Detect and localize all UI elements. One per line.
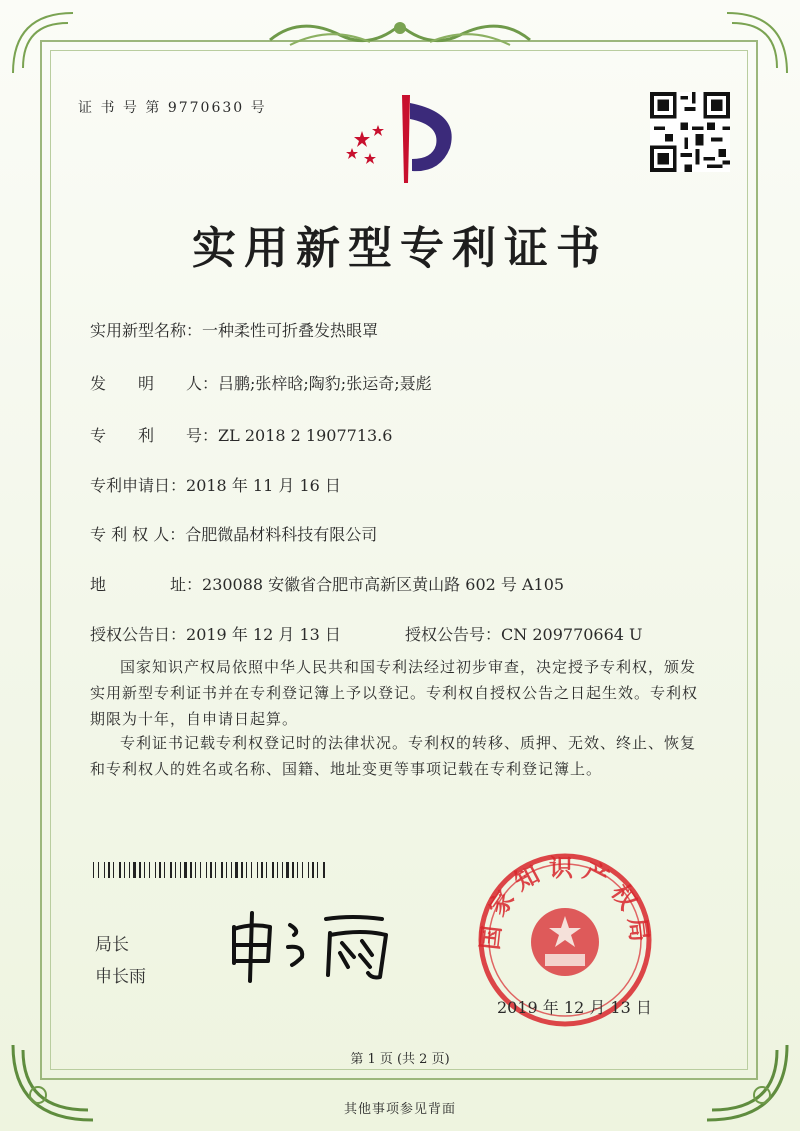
field-auth-date [90,622,341,645]
legal-status-paragraph: 专利证书记载专利权登记时的法律状况。专利权的转移、质押、无效、终止、恢复和专利权人的姓名或名称、国籍、地址变更等事项记载在专利登记簿上。 [90,734,697,778]
corner-ornament-tl [8,8,78,78]
field-auth-number [405,622,643,645]
field-address [90,572,564,595]
inventors-value: 吕鹏;张梓晗;陶豹;张运奇;聂彪 [218,374,432,393]
handwritten-signature [222,905,407,985]
auth-number-label: 授权公告号： [405,625,502,644]
qr-code-icon [650,92,730,172]
seal-date: 2019 年 12 月 13 日 [497,998,652,1017]
back-note: 其他事项参见背面 [343,1102,456,1117]
field-patent-number [90,423,392,446]
seal-text: 国家知识产权局 [475,853,655,952]
director-title: 局长 [95,935,129,955]
certificate-number-value: 9770630 [167,100,245,116]
top-ornament [260,10,540,60]
patentee-value: 合肥微晶材料科技有限公司 [185,525,378,544]
filing-date-value: 2018 年 11 月 16 日 [186,476,341,495]
field-inventors [90,371,432,394]
certificate-number [78,97,267,117]
grant-paragraph: 国家知识产权局依照中华人民共和国专利法经过初步审查，决定授予专利权，颁发实用新型专利证书并在专利登记簿上予以登记。专利权自授权公告之日起生效。专利权期限为十年，自申请日起算。 [90,658,699,728]
certificate-number-suffix: 号 [250,100,267,116]
certificate-number-label: 证 书 号 第 [78,100,162,116]
field-filing-date [90,473,341,496]
address-value: 230088 安徽省合肥市高新区黄山路 602 号 A105 [202,575,565,594]
filing-date-label: 专利申请日： [90,476,187,495]
auth-date-value: 2019 年 12 月 13 日 [186,625,341,644]
barcode-icon [93,862,325,878]
utility-name-label: 实用新型名称： [90,321,203,340]
auth-date-label: 授权公告日： [90,625,187,644]
director-name: 申长雨 [95,967,146,987]
field-patentee [90,522,377,545]
inventors-label: 发 明 人： [90,374,219,393]
cnipa-emblem-icon [340,93,470,193]
field-utility-name [90,318,378,341]
page-number: 第 1 页 (共 2 页) [350,1052,450,1067]
corner-ornament-tr [722,8,792,78]
patent-number-label: 专 利 号： [90,426,219,445]
patent-number-value: ZL 2018 2 1907713.6 [218,426,393,445]
certificate-title: 实用新型专利证书 [192,223,608,274]
patentee-label: 专 利 权 人： [90,525,186,544]
utility-name-value: 一种柔性可折叠发热眼罩 [202,321,379,340]
auth-number-value: CN 209770664 U [501,625,643,644]
address-label: 地 址： [90,575,203,594]
